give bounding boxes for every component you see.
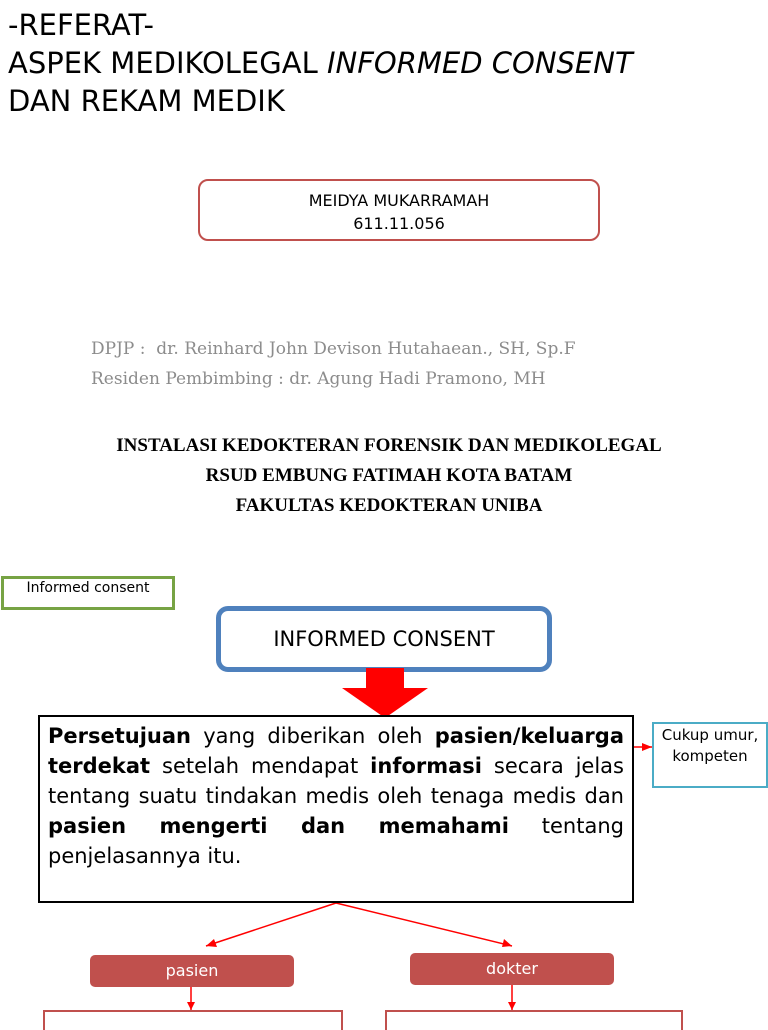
- supervisor-resident: Residen Pembimbing : dr. Agung Hadi Pramono, MH: [91, 369, 546, 389]
- down-arrow: [342, 668, 428, 718]
- branch-right-arrowhead: [502, 939, 512, 947]
- branch-left-line: [206, 903, 336, 946]
- title-line-2-prefix: ASPEK MEDIKOLEGAL: [8, 46, 327, 80]
- institution-line-2: RSUD EMBUNG FATIMAH KOTA BATAM: [205, 465, 573, 486]
- pasien-down-arrowhead: [187, 1002, 195, 1010]
- informed-consent-tag: Informed consent: [1, 576, 175, 610]
- def-text-3: secara jelas tentang suatu tindakan medis oleh tenaga medis dan: [48, 754, 624, 808]
- informed-consent-heading: INFORMED CONSENT: [216, 606, 552, 672]
- definition-box: [38, 715, 634, 903]
- def-text-4: tentang penjelasannya itu.: [48, 814, 624, 868]
- branch-right-line: [336, 903, 512, 946]
- def-bold-pasien-mengerti: pasien mengerti dan memahami: [48, 814, 509, 838]
- pasien-detail-box: [43, 1010, 343, 1030]
- title-line-3: DAN REKAM MEDIK: [8, 84, 285, 118]
- pasien-label: pasien: [90, 955, 294, 987]
- title-line-1: -REFERAT-: [8, 8, 155, 42]
- def-bold-informasi: informasi: [370, 754, 482, 778]
- branch-left-arrowhead: [206, 939, 217, 947]
- title-line-2-italic: INFORMED CONSENT: [326, 46, 633, 80]
- dokter-label: dokter: [410, 953, 614, 985]
- author-id: 611.11.056: [353, 214, 445, 233]
- def-bold-persetujuan: Persetujuan: [48, 724, 191, 748]
- institution-line-3: FAKULTAS KEDOKTERAN UNIBA: [235, 495, 543, 516]
- side-note-arrowhead: [642, 743, 652, 751]
- side-note-box: Cukup umur, kompeten: [652, 722, 768, 788]
- institution-line-1: INSTALASI KEDOKTERAN FORENSIK DAN MEDIKOLEGAL: [116, 435, 662, 456]
- dokter-detail-box: [385, 1010, 683, 1030]
- author-name: MEIDYA MUKARRAMAH: [308, 191, 490, 210]
- def-text-2: setelah mendapat: [150, 754, 371, 778]
- dokter-down-arrowhead: [508, 1002, 516, 1010]
- def-bold-pasien-keluarga: pasien/keluarga terdekat: [48, 724, 624, 778]
- def-text-1: yang diberikan oleh: [191, 724, 435, 748]
- supervisor-dpjp: DPJP : dr. Reinhard John Devison Hutahaean., SH, Sp.F: [91, 339, 576, 359]
